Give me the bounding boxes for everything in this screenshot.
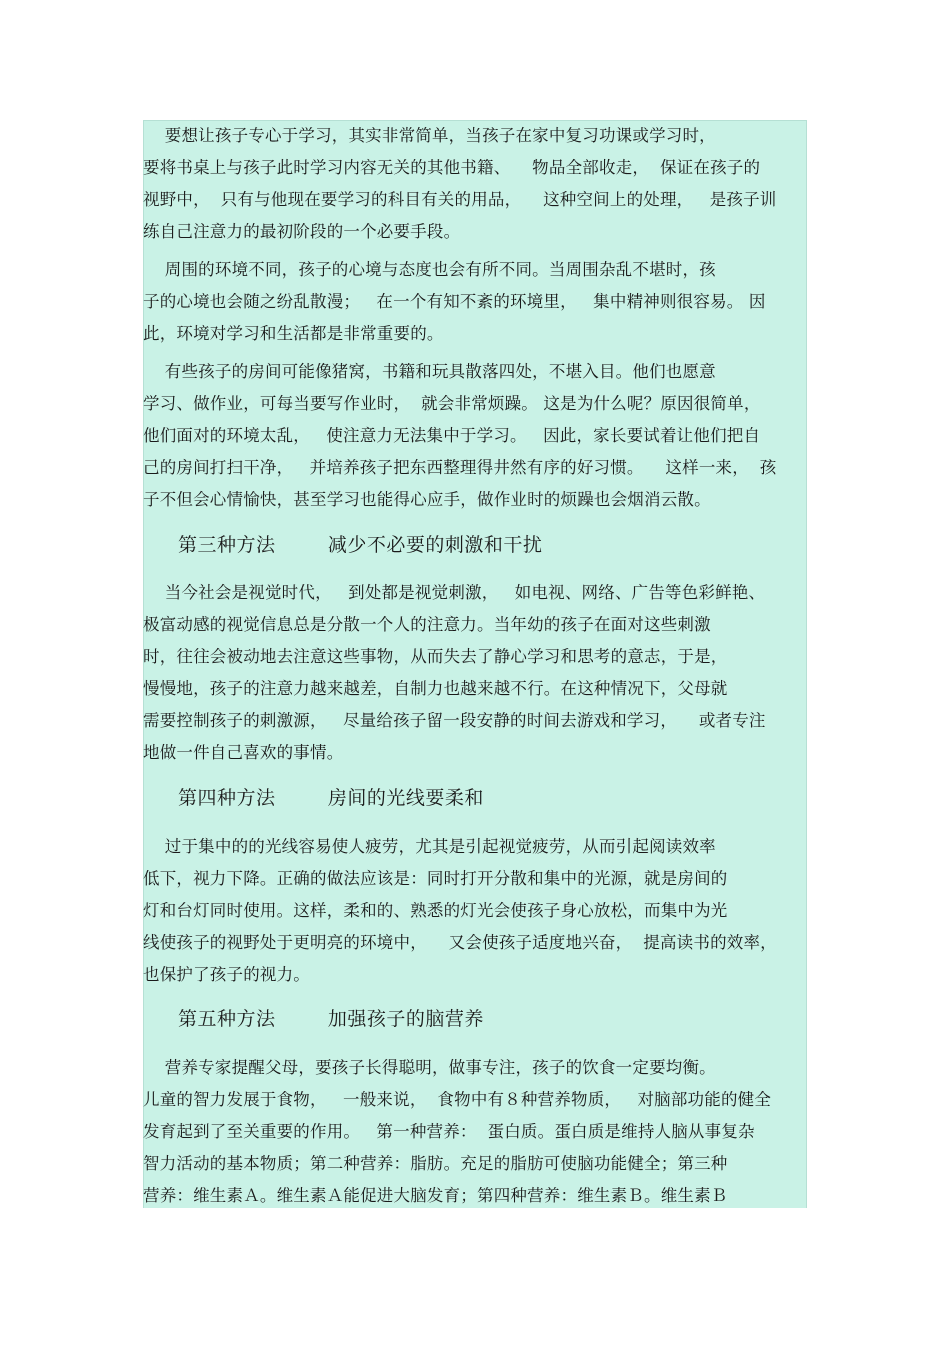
- paragraph-line: 需要控制孩子的刺激源， 尽量给孩子留一段安静的时间去游戏和学习， 或者专注: [143, 711, 766, 730]
- paragraph-line: 智力活动的基本物质；第二种营养：脂肪。充足的脂肪可使脑功能健全；第三种: [143, 1154, 728, 1173]
- paragraph-line: 子的心境也会随之纷乱散漫； 在一个有知不紊的环境里， 集中精神则很容易。 因: [143, 292, 766, 311]
- paragraph-lighting: [143, 831, 807, 991]
- paragraph-line: 地做一件自己喜欢的事情。: [143, 743, 344, 762]
- paragraph-line: 练自己注意力的最初阶段的一个必要手段。: [143, 222, 461, 241]
- paragraph-line: 子不但会心情愉快，甚至学习也能得心应手，做作业时的烦躁也会烟消云散。: [143, 490, 711, 509]
- paragraph-line: 己的房间打扫干净， 并培养孩子把东西整理得井然有序的好习惯。 这样一来， 孩: [143, 458, 777, 477]
- section-heading-method-3: 第三种方法 减少不必要的刺激和干扰: [178, 534, 543, 556]
- paragraph-line: 也保护了孩子的视力。: [143, 965, 310, 984]
- section-heading-method-4: 第四种方法 房间的光线要柔和: [178, 787, 484, 809]
- paragraph-line: 发育起到了至关重要的作用。 第一种营养： 蛋白质。蛋白质是维持人脑从事复杂: [143, 1122, 755, 1141]
- paragraph-line: 视野中， 只有与他现在要学习的科目有关的用品， 这种空间上的处理， 是孩子训: [143, 190, 777, 209]
- paragraph-line: 有些孩子的房间可能像猪窝，书籍和玩具散落四处，不堪入目。他们也愿意: [143, 362, 716, 381]
- paragraph-line: 营养：维生素Ａ。维生素Ａ能促进大脑发育；第四种营养：维生素Ｂ。维生素Ｂ: [143, 1186, 728, 1205]
- paragraph-line: 过于集中的的光线容易使人疲劳，尤其是引起视觉疲劳，从而引起阅读效率: [143, 837, 716, 856]
- paragraph-environment: [143, 254, 807, 350]
- paragraph-line: 线使孩子的视野处于更明亮的环境中， 又会使孩子适度地兴奋， 提高读书的效率，: [143, 933, 777, 952]
- paragraph-line: 当今社会是视觉时代， 到处都是视觉刺激， 如电视、网络、广告等色彩鲜艳、: [143, 583, 766, 602]
- paragraph-focus-desk: [143, 120, 807, 248]
- paragraph-line: 时，往往会被动地去注意这些事物，从而失去了静心学习和思考的意志，于是，: [143, 647, 728, 666]
- paragraph-line: 周围的环境不同，孩子的心境与态度也会有所不同。当周围杂乱不堪时，孩: [143, 260, 716, 279]
- paragraph-line: 灯和台灯同时使用。这样，柔和的、熟悉的灯光会使孩子身心放松，而集中为光: [143, 901, 728, 920]
- paragraph-messy-room: [143, 356, 807, 516]
- paragraph-line: 极富动感的视觉信息总是分散一个人的注意力。当年幼的孩子在面对这些刺激: [143, 615, 711, 634]
- paragraph-line: 低下，视力下降。正确的做法应该是：同时打开分散和集中的光源，就是房间的: [143, 869, 728, 888]
- paragraph-line: 此，环境对学习和生活都是非常重要的。: [143, 324, 444, 343]
- paragraph-line: 他们面对的环境太乱， 使注意力无法集中于学习。 因此，家长要试着让他们把自: [143, 426, 761, 445]
- paragraph-line: 儿童的智力发展于食物， 一般来说， 食物中有８种营养物质， 对脑部功能的健全: [143, 1090, 772, 1109]
- paragraph-line: 要想让孩子专心于学习，其实非常简单，当孩子在家中复习功课或学习时，: [143, 126, 716, 145]
- paragraph-line: 慢慢地，孩子的注意力越来越差，自制力也越来越不行。在这种情况下，父母就: [143, 679, 728, 698]
- section-heading-method-5: 第五种方法 加强孩子的脑营养: [178, 1008, 484, 1030]
- paragraph-line: 学习、做作业，可每当要写作业时， 就会非常烦躁。 这是为什么呢？原因很简单，: [143, 394, 761, 413]
- paragraph-visual-stimuli: [143, 577, 807, 769]
- paragraph-nutrition: [143, 1052, 807, 1212]
- paragraph-line: 营养专家提醒父母，要孩子长得聪明，做事专注，孩子的饮食一定要均衡。: [143, 1058, 716, 1077]
- paragraph-line: 要将书桌上与孩子此时学习内容无关的其他书籍、 物品全部收走， 保证在孩子的: [143, 158, 761, 177]
